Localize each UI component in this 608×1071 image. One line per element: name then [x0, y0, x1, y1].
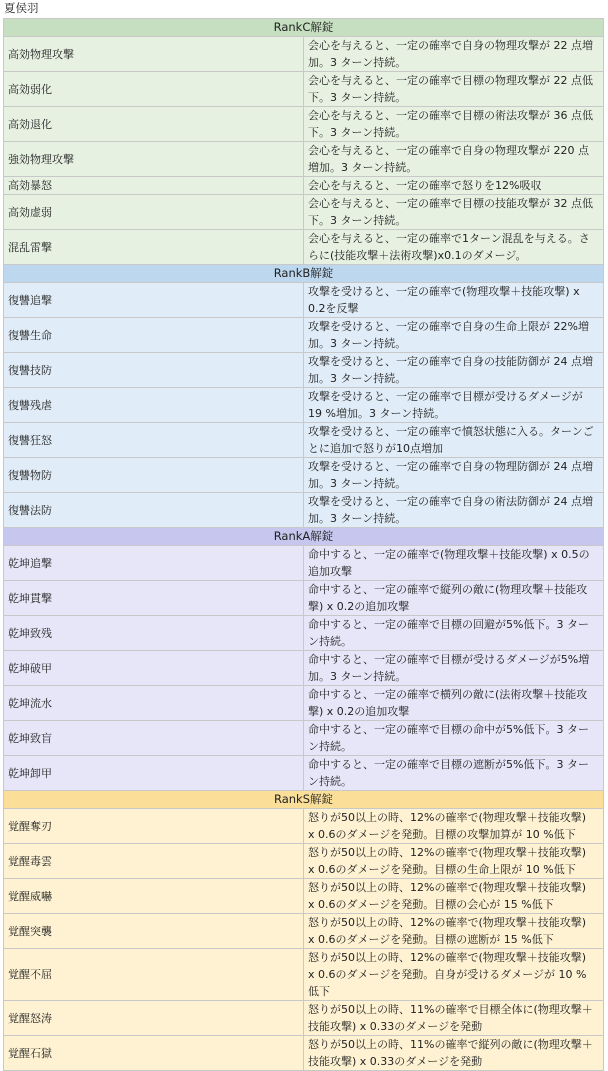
table-row — [4, 756, 604, 791]
skill-description: 命中すると、一定の確率で目標の回避が5%低下。3 ターン持続。 — [304, 616, 604, 651]
skill-description: 攻撃を受けると、一定の確率で自身の技能防御が 24 点増加。3 ターン持続。 — [304, 353, 604, 388]
table-row — [4, 423, 604, 458]
skill-name: 覚醒威嚇 — [4, 879, 304, 914]
skill-table-body — [4, 19, 604, 1071]
table-row — [4, 1001, 604, 1036]
skill-name: 高効弱化 — [4, 72, 304, 107]
skill-description: 攻撃を受けると、一定の確率で自身の生命上限が 22%増加。3 ターン持続。 — [304, 318, 604, 353]
section-title: RankA解錠 — [4, 528, 604, 546]
skill-name: 復讐法防 — [4, 493, 304, 528]
section-title: RankC解錠 — [4, 19, 604, 37]
table-row — [4, 809, 604, 844]
skill-description: 攻撃を受けると、一定の確率で自身の物理防御が 24 点増加。3 ターン持続。 — [304, 458, 604, 493]
skill-table — [3, 18, 604, 1071]
section-header — [4, 19, 604, 37]
table-row — [4, 388, 604, 423]
skill-description: 会心を与えると、一定の確率で自身の物理攻撃が 22 点増加。3 ターン持続。 — [304, 37, 604, 72]
skill-description: 怒りが50以上の時、11%の確率で目標全体に(物理攻撃＋技能攻撃) x 0.33のダメージを発動 — [304, 1001, 604, 1036]
skill-name: 乾坤卸甲 — [4, 756, 304, 791]
table-row — [4, 230, 604, 265]
skill-description: 命中すると、一定の確率で目標が受けるダメージが5%増加。3 ターン持続。 — [304, 651, 604, 686]
table-row — [4, 616, 604, 651]
skill-name: 強効物理攻撃 — [4, 142, 304, 177]
table-row — [4, 879, 604, 914]
section-header — [4, 791, 604, 809]
skill-name: 復讐生命 — [4, 318, 304, 353]
skill-description: 命中すると、一定の確率で(物理攻撃＋技能攻撃) x 0.5の追加攻撃 — [304, 546, 604, 581]
skill-name: 復讐狂怒 — [4, 423, 304, 458]
section-header — [4, 265, 604, 283]
skill-name: 高効暴怒 — [4, 177, 304, 195]
skill-description: 攻撃を受けると、一定の確率で目標が受けるダメージが 19 %増加。3 ターン持続。 — [304, 388, 604, 423]
skill-description: 会心を与えると、一定の確率で1ターン混乱を与える。さらに(技能攻撃＋法術攻撃)x0.1のダメージ。 — [304, 230, 604, 265]
skill-description: 命中すると、一定の確率で横列の敵に(法術攻撃＋技能攻撃) x 0.2の追加攻撃 — [304, 686, 604, 721]
skill-name: 覚醒奪刃 — [4, 809, 304, 844]
table-row — [4, 37, 604, 72]
skill-name: 乾坤流水 — [4, 686, 304, 721]
skill-name: 覚醒毒雲 — [4, 844, 304, 879]
table-row — [4, 914, 604, 949]
skill-description: 会心を与えると、一定の確率で目標の術法攻撃が 36 点低下。3 ターン持続。 — [304, 107, 604, 142]
table-row — [4, 1036, 604, 1071]
skill-name: 覚醒突襲 — [4, 914, 304, 949]
skill-name: 高効物理攻撃 — [4, 37, 304, 72]
skill-description: 命中すると、一定の確率で目標の命中が5%低下。3 ターン持続。 — [304, 721, 604, 756]
skill-name: 覚醒不屈 — [4, 949, 304, 1001]
skill-description: 会心を与えると、一定の確率で怒りを12%吸収 — [304, 177, 604, 195]
table-row — [4, 949, 604, 1001]
table-row — [4, 142, 604, 177]
table-row — [4, 546, 604, 581]
skill-name: 復讐追撃 — [4, 283, 304, 318]
skill-description: 怒りが50以上の時、12%の確率で(物理攻撃＋技能攻撃) x 0.6のダメージを発動。目標の生命上限が 10 %低下 — [304, 844, 604, 879]
skill-name: 乾坤致盲 — [4, 721, 304, 756]
section-title: RankB解錠 — [4, 265, 604, 283]
skill-description: 怒りが50以上の時、11%の確率で縦列の敵に(物理攻撃＋技能攻撃) x 0.33のダメージを発動 — [304, 1036, 604, 1071]
skill-name: 復讐物防 — [4, 458, 304, 493]
table-row — [4, 493, 604, 528]
skill-name: 復讐残虐 — [4, 388, 304, 423]
table-row — [4, 844, 604, 879]
skill-name: 覚醒怒涛 — [4, 1001, 304, 1036]
skill-description: 怒りが50以上の時、12%の確率で(物理攻撃＋技能攻撃) x 0.6のダメージを発動。自身が受けるダメージが 10 %低下 — [304, 949, 604, 1001]
table-row — [4, 721, 604, 756]
skill-description: 命中すると、一定の確率で縦列の敵に(物理攻撃＋技能攻撃) x 0.2の追加攻撃 — [304, 581, 604, 616]
skill-description: 怒りが50以上の時、12%の確率で(物理攻撃＋技能攻撃) x 0.6のダメージを発動。目標の攻撃加算が 10 %低下 — [304, 809, 604, 844]
table-row — [4, 651, 604, 686]
table-row — [4, 581, 604, 616]
skill-name: 乾坤破甲 — [4, 651, 304, 686]
skill-description: 攻撃を受けると、一定の確率で自身の術法防御が 24 点増加。3 ターン持続。 — [304, 493, 604, 528]
skill-description: 会心を与えると、一定の確率で目標の技能攻撃が 32 点低下。3 ターン持続。 — [304, 195, 604, 230]
skill-name: 高効虚弱 — [4, 195, 304, 230]
table-row — [4, 283, 604, 318]
skill-description: 命中すると、一定の確率で目標の遮断が5%低下。3 ターン持続。 — [304, 756, 604, 791]
skill-name: 復讐技防 — [4, 353, 304, 388]
table-row — [4, 177, 604, 195]
skill-name: 高効退化 — [4, 107, 304, 142]
skill-description: 攻撃を受けると、一定の確率で(物理攻撃＋技能攻撃) x 0.2を反撃 — [304, 283, 604, 318]
table-row — [4, 686, 604, 721]
table-row — [4, 318, 604, 353]
section-title: RankS解錠 — [4, 791, 604, 809]
skill-description: 怒りが50以上の時、12%の確率で(物理攻撃＋技能攻撃) x 0.6のダメージを発動。目標の遮断が 15 %低下 — [304, 914, 604, 949]
table-row — [4, 107, 604, 142]
table-row — [4, 195, 604, 230]
table-row — [4, 353, 604, 388]
skill-description: 攻撃を受けると、一定の確率で憤怒状態に入る。ターンごとに追加で怒りが10点増加 — [304, 423, 604, 458]
skill-description: 怒りが50以上の時、12%の確率で(物理攻撃＋技能攻撃) x 0.6のダメージを発動。目標の会心が 15 %低下 — [304, 879, 604, 914]
skill-description: 会心を与えると、一定の確率で自身の物理攻撃が 220 点増加。3 ターン持続。 — [304, 142, 604, 177]
skill-name: 覚醒石獄 — [4, 1036, 304, 1071]
table-row — [4, 72, 604, 107]
section-header — [4, 528, 604, 546]
table-row — [4, 458, 604, 493]
skill-name: 乾坤追撃 — [4, 546, 304, 581]
page-title: 夏侯羽 — [4, 1, 39, 15]
skill-description: 会心を与えると、一定の確率で目標の物理攻撃が 22 点低下。3 ターン持続。 — [304, 72, 604, 107]
skill-name: 混乱雷撃 — [4, 230, 304, 265]
skill-name: 乾坤貫撃 — [4, 581, 304, 616]
skill-name: 乾坤致残 — [4, 616, 304, 651]
